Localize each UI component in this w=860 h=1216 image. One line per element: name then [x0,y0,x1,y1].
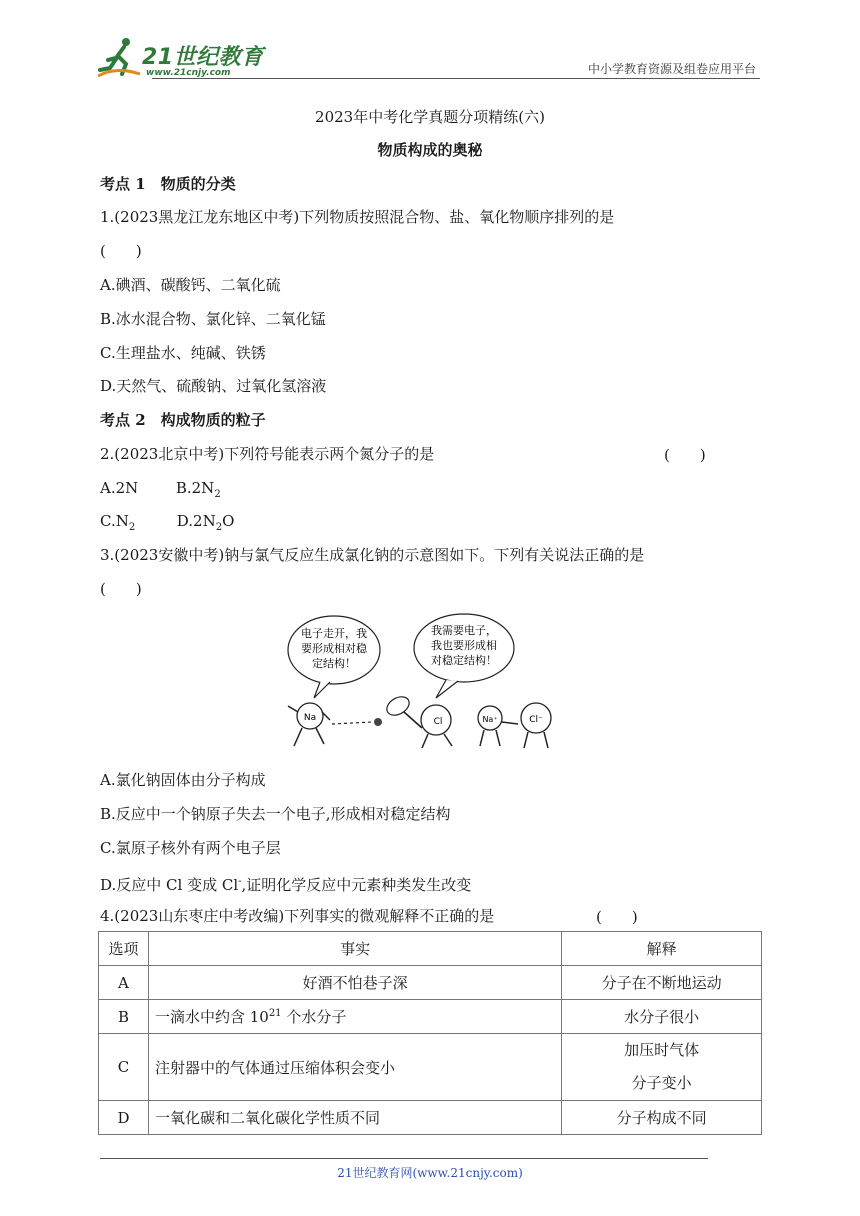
cl-ion-figure [521,703,551,748]
page-header [96,28,760,80]
section-heading-2: 考点 2 构成物质的粒子 [100,411,266,429]
q2-option-c: $C.N_2$ [100,512,136,533]
bubble-right-line-3: 对稳定结构！ [431,654,497,667]
q1-stem: 1.(2023黑龙江龙东地区中考)下列物质按照混合物、盐、氧化物顺序排列的是 [100,208,615,226]
bubble-right-line-1: 我需要电子， [431,624,497,637]
q4-stem: 4.(2023山东枣庄中考改编)下列事实的微观解释不正确的是 [100,907,495,925]
q3-option-c: C.氯原子核外有两个电子层 [100,839,281,857]
q1-answer-paren: ( ) [100,242,142,260]
page-title: 2023年中考化学真题分项精练(六) [315,108,545,126]
q1-option-c: C.生理盐水、纯碱、铁锈 [100,344,266,362]
table-header-row [99,932,762,966]
q2-options-row-2 [100,511,234,538]
q2-answer-paren: ( ) [664,446,706,464]
page-subtitle: 物质构成的奥秘 [377,141,483,159]
site-logo[interactable] [96,36,266,80]
svg-text:Na: Na [303,713,317,723]
bubble-left-line-1: 电子走开，我 [301,627,367,640]
q2-options-row-1 [100,478,221,505]
q3-option-d: D.反应中 Cl 变成 Cl-,证明化学反应中元素种类发生改变 [100,876,472,894]
q4-answer-paren: ( ) [596,908,638,926]
section-heading-1: 考点 1 物质的分类 [100,175,236,193]
table-row: B 一滴水中约含 $10^{21}$ 个水分子 水分子很小 [99,1000,762,1034]
q2-option-a: A.2N [100,479,139,497]
cl-atom-figure [421,705,452,748]
sodium-chlorine-cartoon [286,612,576,752]
table-header-explain: 解释 [562,932,762,966]
footer-divider [100,1158,708,1159]
footer-link[interactable]: 21世纪教育网(www.21cnjy.com) [337,1166,523,1180]
runner-logo-icon [96,36,142,80]
q1-option-a: A.碘酒、碳酸钙、二氧化硫 [100,276,281,294]
bubble-left-line-2: 要形成相对稳 [301,642,367,655]
svg-text:Cl⁻: Cl⁻ [529,715,543,725]
q1-option-b: B.冰水混合物、氯化锌、二氧化锰 [100,310,326,328]
q3-option-a: A.氯化钠固体由分子构成 [100,771,266,789]
svg-text:Na⁺: Na⁺ [482,715,498,724]
q3-option-b: B.反应中一个钠原子失去一个电子,形成相对稳定结构 [100,805,451,823]
table-header-fact: 事实 [148,932,561,966]
q2-option-d: $D.2N_2O$ [176,512,235,533]
logo-url: www.21cnjy.com [146,68,231,78]
table-row: A 好酒不怕巷子深 分子在不断地运动 [99,966,762,1000]
q1-option-d: D.天然气、硫酸钠、过氧化氢溶液 [100,377,327,395]
bubble-right-line-2: 我也要形成相 [431,639,497,652]
header-platform-text: 中小学教育资源及组卷应用平台 [587,62,756,76]
electron-icon [374,718,382,726]
na-ion-figure [478,706,502,746]
q2-stem: 2.(2023北京中考)下列符号能表示两个氮分子的是 [100,445,435,463]
table-row: D 一氧化碳和二氧化碳化学性质不同 分子构成不同 [99,1101,762,1135]
table-header-option: 选项 [99,932,149,966]
logo-text: 21世纪教育 [142,45,264,70]
q3-stem: 3.(2023安徽中考)钠与氯气反应生成氯化钠的示意图如下。下列有关说法正确的是 [100,546,645,564]
svg-text:Cl: Cl [433,717,443,727]
header-divider [152,78,760,79]
bubble-left-line-3: 定结构！ [312,657,356,670]
q2-option-b: $B.2N_2$ [175,479,221,500]
na-atom-figure [288,703,330,746]
q3-answer-paren: ( ) [100,580,142,598]
facts-table [98,931,762,1135]
table-row: C 注射器中的气体通过压缩体积会变小 加压时气体 分子变小 [99,1034,762,1101]
